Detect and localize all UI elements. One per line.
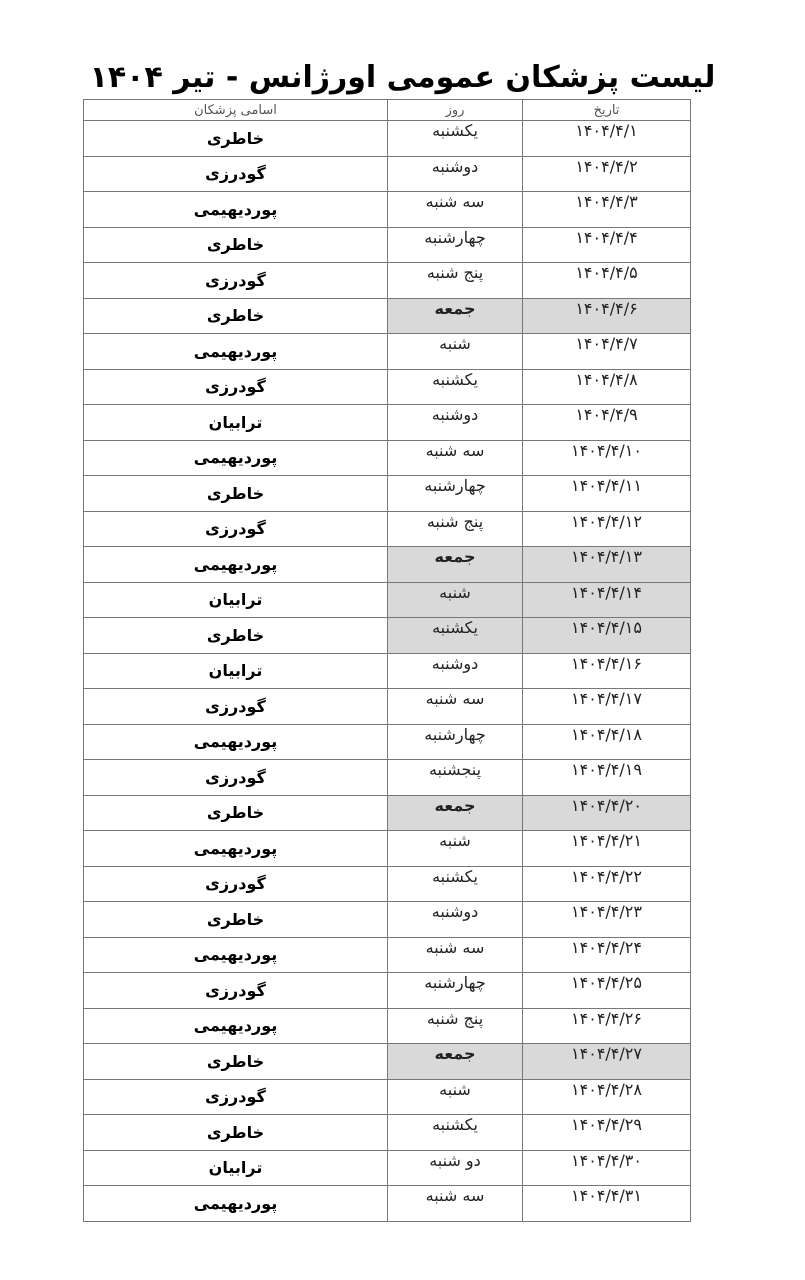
weekday-cell: سه شنبه xyxy=(388,1186,523,1222)
table-row xyxy=(84,1186,691,1222)
weekday-cell: پنج شنبه xyxy=(388,511,523,547)
table-row xyxy=(84,689,691,725)
doctor-name-cell: گودرزی xyxy=(84,369,388,405)
doctor-name-cell: خاطری xyxy=(84,227,388,263)
weekday-cell: چهارشنبه xyxy=(388,227,523,263)
date-cell: ۱۴۰۴/۴/۱ xyxy=(523,121,691,157)
date-cell: ۱۴۰۴/۴/۲۶ xyxy=(523,1008,691,1044)
weekday-cell: یکشنبه xyxy=(388,866,523,902)
page-title: لیست پزشکان عمومی اورژانس - تیر ۱۴۰۴ xyxy=(89,60,716,95)
doctor-name-cell: پوردیهیمی xyxy=(84,192,388,228)
doctor-name-cell: خاطری xyxy=(84,1115,388,1151)
doctor-name-cell: گودرزی xyxy=(84,1079,388,1115)
doctor-name-cell: ترابیان xyxy=(84,653,388,689)
table-row xyxy=(84,440,691,476)
date-cell: ۱۴۰۴/۴/۱۱ xyxy=(523,476,691,512)
doctor-name-cell: گودرزی xyxy=(84,511,388,547)
table-row xyxy=(84,1150,691,1186)
table-row xyxy=(84,1079,691,1115)
date-cell: ۱۴۰۴/۴/۳۱ xyxy=(523,1186,691,1222)
doctor-name-cell: گودرزی xyxy=(84,689,388,725)
doctor-name-cell: پوردیهیمی xyxy=(84,334,388,370)
doctor-name-cell: ترابیان xyxy=(84,582,388,618)
date-cell: ۱۴۰۴/۴/۱۲ xyxy=(523,511,691,547)
doctor-name-cell: خاطری xyxy=(84,476,388,512)
date-cell: ۱۴۰۴/۴/۳ xyxy=(523,192,691,228)
table-row xyxy=(84,937,691,973)
doctor-name-cell: ترابیان xyxy=(84,1150,388,1186)
date-cell: ۱۴۰۴/۴/۲ xyxy=(523,156,691,192)
table-row xyxy=(84,1008,691,1044)
weekday-cell: شنبه xyxy=(388,1079,523,1115)
date-cell: ۱۴۰۴/۴/۲۳ xyxy=(523,902,691,938)
table-row xyxy=(84,121,691,157)
date-cell: ۱۴۰۴/۴/۲۵ xyxy=(523,973,691,1009)
date-cell: ۱۴۰۴/۴/۱۹ xyxy=(523,760,691,796)
table-row xyxy=(84,653,691,689)
table-row xyxy=(84,760,691,796)
date-cell: ۱۴۰۴/۴/۳۰ xyxy=(523,1150,691,1186)
date-cell: ۱۴۰۴/۴/۱۰ xyxy=(523,440,691,476)
date-cell: ۱۴۰۴/۴/۴ xyxy=(523,227,691,263)
doctor-name-cell: گودرزی xyxy=(84,156,388,192)
table-row xyxy=(84,476,691,512)
day-column-header: روز xyxy=(388,100,523,121)
doctor-name-cell: ترابیان xyxy=(84,405,388,441)
weekday-cell: چهارشنبه xyxy=(388,476,523,512)
date-cell: ۱۴۰۴/۴/۲۱ xyxy=(523,831,691,867)
weekday-cell: دوشنبه xyxy=(388,653,523,689)
date-cell: ۱۴۰۴/۴/۲۴ xyxy=(523,937,691,973)
date-cell: ۱۴۰۴/۴/۶ xyxy=(523,298,691,334)
weekday-cell: دوشنبه xyxy=(388,405,523,441)
table-header-row xyxy=(84,100,691,121)
doctor-name-cell: پوردیهیمی xyxy=(84,1186,388,1222)
doctor-column-header: اسامی پزشکان xyxy=(84,100,388,121)
table-row xyxy=(84,973,691,1009)
weekday-cell: پنج شنبه xyxy=(388,1008,523,1044)
weekday-cell: جمعه xyxy=(388,1044,523,1080)
table-row xyxy=(84,511,691,547)
date-cell: ۱۴۰۴/۴/۱۴ xyxy=(523,582,691,618)
doctor-name-cell: خاطری xyxy=(84,902,388,938)
table-row xyxy=(84,369,691,405)
weekday-cell: جمعه xyxy=(388,298,523,334)
date-cell: ۱۴۰۴/۴/۱۷ xyxy=(523,689,691,725)
weekday-cell: سه شنبه xyxy=(388,937,523,973)
date-cell: ۱۴۰۴/۴/۲۲ xyxy=(523,866,691,902)
date-cell: ۱۴۰۴/۴/۱۶ xyxy=(523,653,691,689)
doctor-name-cell: خاطری xyxy=(84,298,388,334)
table-row xyxy=(84,156,691,192)
doctor-name-cell: گودرزی xyxy=(84,263,388,299)
doctor-name-cell: پوردیهیمی xyxy=(84,937,388,973)
weekday-cell: یکشنبه xyxy=(388,121,523,157)
doctor-roster-table xyxy=(83,99,691,1222)
date-cell: ۱۴۰۴/۴/۸ xyxy=(523,369,691,405)
weekday-cell: جمعه xyxy=(388,547,523,583)
weekday-cell: سه شنبه xyxy=(388,689,523,725)
table-row xyxy=(84,866,691,902)
date-cell: ۱۴۰۴/۴/۹ xyxy=(523,405,691,441)
weekday-cell: جمعه xyxy=(388,795,523,831)
doctor-name-cell: خاطری xyxy=(84,618,388,654)
weekday-cell: شنبه xyxy=(388,831,523,867)
weekday-cell: چهارشنبه xyxy=(388,973,523,1009)
table-row xyxy=(84,1044,691,1080)
weekday-cell: پنج شنبه xyxy=(388,263,523,299)
table-row xyxy=(84,795,691,831)
date-cell: ۱۴۰۴/۴/۲۹ xyxy=(523,1115,691,1151)
doctor-name-cell: گودرزی xyxy=(84,973,388,1009)
weekday-cell: چهارشنبه xyxy=(388,724,523,760)
table-row xyxy=(84,192,691,228)
table-row xyxy=(84,547,691,583)
weekday-cell: پنجشنبه xyxy=(388,760,523,796)
table-row xyxy=(84,298,691,334)
doctor-name-cell: پوردیهیمی xyxy=(84,1008,388,1044)
table-row xyxy=(84,1115,691,1151)
table-row xyxy=(84,334,691,370)
table-row xyxy=(84,582,691,618)
date-cell: ۱۴۰۴/۴/۵ xyxy=(523,263,691,299)
doctor-name-cell: گودرزی xyxy=(84,866,388,902)
doctor-name-cell: پوردیهیمی xyxy=(84,440,388,476)
table-row xyxy=(84,263,691,299)
table-row xyxy=(84,831,691,867)
table-row xyxy=(84,227,691,263)
table-row xyxy=(84,724,691,760)
date-cell: ۱۴۰۴/۴/۱۳ xyxy=(523,547,691,583)
table-row xyxy=(84,902,691,938)
doctor-name-cell: خاطری xyxy=(84,121,388,157)
weekday-cell: یکشنبه xyxy=(388,618,523,654)
weekday-cell: دو شنبه xyxy=(388,1150,523,1186)
date-column-header: تاریخ xyxy=(523,100,691,121)
weekday-cell: یکشنبه xyxy=(388,1115,523,1151)
date-cell: ۱۴۰۴/۴/۱۵ xyxy=(523,618,691,654)
doctor-name-cell: خاطری xyxy=(84,1044,388,1080)
weekday-cell: سه شنبه xyxy=(388,440,523,476)
date-cell: ۱۴۰۴/۴/۷ xyxy=(523,334,691,370)
doctor-name-cell: پوردیهیمی xyxy=(84,547,388,583)
weekday-cell: شنبه xyxy=(388,334,523,370)
doctor-name-cell: خاطری xyxy=(84,795,388,831)
weekday-cell: دوشنبه xyxy=(388,156,523,192)
roster-body xyxy=(84,121,691,1222)
table-row xyxy=(84,618,691,654)
date-cell: ۱۴۰۴/۴/۱۸ xyxy=(523,724,691,760)
date-cell: ۱۴۰۴/۴/۲۰ xyxy=(523,795,691,831)
weekday-cell: دوشنبه xyxy=(388,902,523,938)
doctor-name-cell: پوردیهیمی xyxy=(84,831,388,867)
table-row xyxy=(84,405,691,441)
doctor-name-cell: پوردیهیمی xyxy=(84,724,388,760)
weekday-cell: شنبه xyxy=(388,582,523,618)
weekday-cell: یکشنبه xyxy=(388,369,523,405)
date-cell: ۱۴۰۴/۴/۲۷ xyxy=(523,1044,691,1080)
weekday-cell: سه شنبه xyxy=(388,192,523,228)
doctor-name-cell: گودرزی xyxy=(84,760,388,796)
date-cell: ۱۴۰۴/۴/۲۸ xyxy=(523,1079,691,1115)
